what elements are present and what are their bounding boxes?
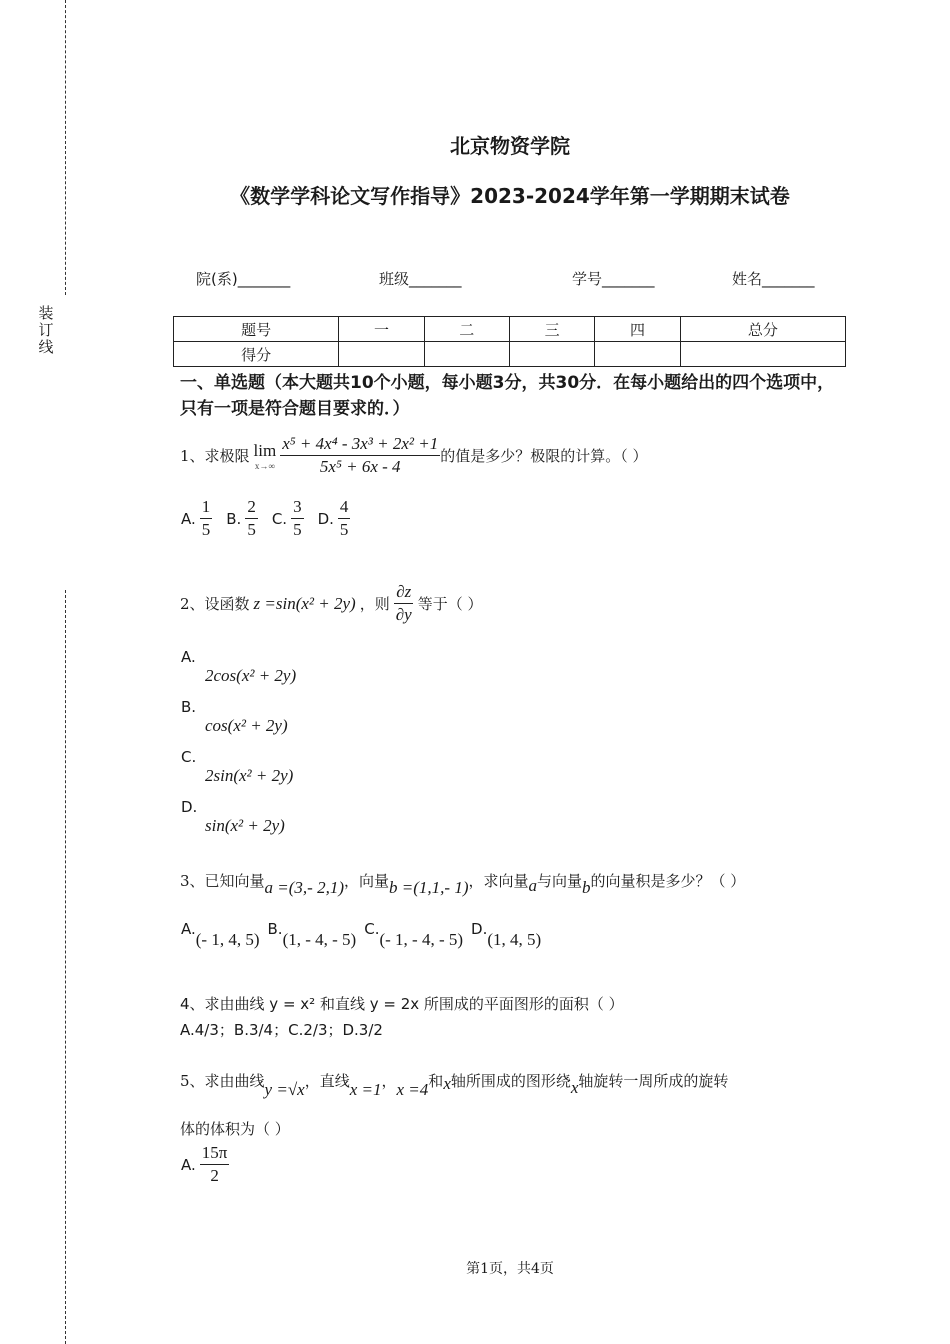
question-3	[180, 870, 745, 898]
score-header-cell: 三	[509, 317, 594, 342]
score-header-cell: 总分	[680, 317, 845, 342]
q3-option-d-label: D.	[471, 920, 488, 938]
q4-options: A.4/3；B.3/4；C.2/3；D.3/2	[180, 1021, 383, 1039]
q5-curve: y =√x	[264, 1080, 305, 1099]
score-header-cell: 题号	[174, 317, 339, 342]
field-department: 院(系)_______	[196, 270, 291, 288]
q3-vector-b: b =(1,1,- 1)	[389, 878, 469, 897]
q1-limit-operator	[254, 441, 277, 471]
school-name: 北京物资学院	[450, 134, 570, 158]
score-table	[173, 316, 846, 367]
q5-axis-1: x	[443, 1074, 451, 1093]
question-2	[180, 581, 482, 626]
q2-option-a-expr: 2cos(x² + 2y)	[205, 666, 297, 685]
q5-option-a-label: A.	[181, 1155, 196, 1174]
q2-option-d-expr: sin(x² + 2y)	[205, 816, 285, 835]
q5-text-line-2: 体的体积为（ ）	[180, 1120, 290, 1138]
q5-text-5: 轴所围成的图形绕	[450, 1072, 571, 1090]
q3-var-b: b	[582, 878, 591, 897]
q2-option-d: D. sin(x² + 2y)	[181, 798, 285, 835]
exam-title: 《数学学科论文写作指导》2023-2024学年第一学期期末试卷	[230, 184, 790, 208]
field-name: 姓名_______	[732, 270, 815, 288]
q2-suffix: 等于（ ）	[417, 595, 483, 613]
q3-text-4: 与向量	[537, 872, 583, 890]
score-table-score-row	[174, 342, 846, 367]
question-1	[180, 433, 648, 478]
score-row-label: 得分	[174, 342, 339, 367]
q1-option-b-value: $\frac{2}{5}$	[247, 497, 256, 539]
score-header-cell: 二	[424, 317, 509, 342]
q1-option-b-label: B.	[226, 509, 242, 528]
score-header-cell: 一	[339, 317, 424, 342]
binding-label: 装订线	[38, 304, 54, 356]
question-4: 4、求由曲线 y = x² 和直线 y = 2x 所围成的平面图形的面积（ ）	[180, 995, 624, 1013]
q5-text-6: 轴旋转一周所成的旋转	[578, 1072, 729, 1090]
q2-mid: ，则	[359, 595, 390, 613]
q3-option-c-expr: (- 1, - 4, - 5)	[379, 930, 464, 949]
q5-line-1: x =1	[349, 1080, 382, 1099]
q1-option-a-value: $\frac{1}{5}$	[201, 497, 211, 539]
q5-option-a-value: $\frac{15\pi}{2}$	[201, 1143, 228, 1185]
q3-options	[181, 920, 541, 950]
q3-vector-a: a =(3,- 2,1)	[264, 878, 345, 897]
q1-option-c-value: $\frac{3}{5}$	[293, 497, 302, 539]
score-cell	[680, 342, 845, 367]
q2-option-b-expr: cos(x² + 2y)	[205, 716, 288, 735]
q3-option-d-expr: (1, 4, 5)	[487, 930, 542, 949]
q5-axis-2: x	[570, 1078, 579, 1097]
q3-option-b-expr: (1, - 4, - 5)	[282, 930, 357, 949]
q2-function: z =sin(x² + 2y)	[253, 593, 356, 613]
q2-option-c: C. 2sin(x² + 2y)	[181, 748, 294, 785]
q5-line-2: x =4	[396, 1080, 429, 1099]
q1-option-a-label: A.	[181, 509, 196, 528]
q3-option-a-label: A.	[181, 920, 196, 938]
score-header-cell: 四	[595, 317, 680, 342]
q1-prefix: 1、求极限	[180, 447, 250, 465]
q1-option-d-label: D.	[317, 509, 334, 528]
q1-options	[181, 496, 350, 541]
field-student-id: 学号_______	[572, 270, 655, 288]
q3-option-c-label: C.	[364, 920, 380, 938]
q1-fraction	[280, 433, 440, 478]
score-cell	[339, 342, 424, 367]
score-table-header-row	[174, 317, 846, 342]
q1-denominator: 5x⁵ + 6x - 4	[319, 457, 401, 476]
q2-option-c-expr: 2sin(x² + 2y)	[205, 766, 294, 785]
q5-text-2: ，直线	[304, 1072, 350, 1090]
q1-lim-sub: x→∞	[254, 460, 275, 471]
q3-text-3: ，求向量	[468, 872, 529, 890]
q1-lim: lim	[253, 440, 277, 460]
score-cell	[509, 342, 594, 367]
q2-option-a: A. 2cos(x² + 2y)	[181, 648, 297, 685]
q5-text-1: 5、求由曲线	[180, 1072, 265, 1090]
q1-option-d-value: $\frac{4}{5}$	[339, 497, 349, 539]
section-1-title: 一、单选题（本大题共10个小题，每小题3分，共30分．在每小题给出的四个选项中，只有一项是符合题目要求的．）	[180, 373, 835, 419]
q3-option-b-label: B.	[267, 920, 283, 938]
q3-text-5: 的向量积是多少？（ ）	[590, 872, 746, 890]
question-5	[180, 1070, 728, 1100]
score-cell	[595, 342, 680, 367]
q2-prefix: 2、设函数	[180, 595, 250, 613]
page-number: 第1页，共4页	[466, 1261, 554, 1277]
q1-suffix: 的值是多少？极限的计算。（ ）	[440, 447, 648, 465]
score-cell	[424, 342, 509, 367]
binding-dashed-line-bottom	[65, 590, 66, 1344]
q3-text-2: ，向量	[344, 872, 390, 890]
q3-var-a: a	[528, 876, 538, 895]
q3-option-a-expr: (- 1, 4, 5)	[195, 930, 260, 949]
q1-option-c-label: C.	[271, 509, 288, 528]
q5-option-a	[181, 1142, 229, 1187]
q2-option-b: B. cos(x² + 2y)	[181, 698, 288, 735]
q2-derivative: $\frac{\partial z}{\partial y}$	[395, 582, 412, 624]
field-class: 班级_______	[379, 270, 462, 288]
q1-numerator: x⁵ + 4x⁴ - 3x³ + 2x² +1	[280, 433, 440, 456]
q3-text-1: 3、已知向量	[180, 872, 265, 890]
q5-text-4: 和	[428, 1072, 444, 1090]
q5-text-3: ，	[381, 1072, 397, 1090]
